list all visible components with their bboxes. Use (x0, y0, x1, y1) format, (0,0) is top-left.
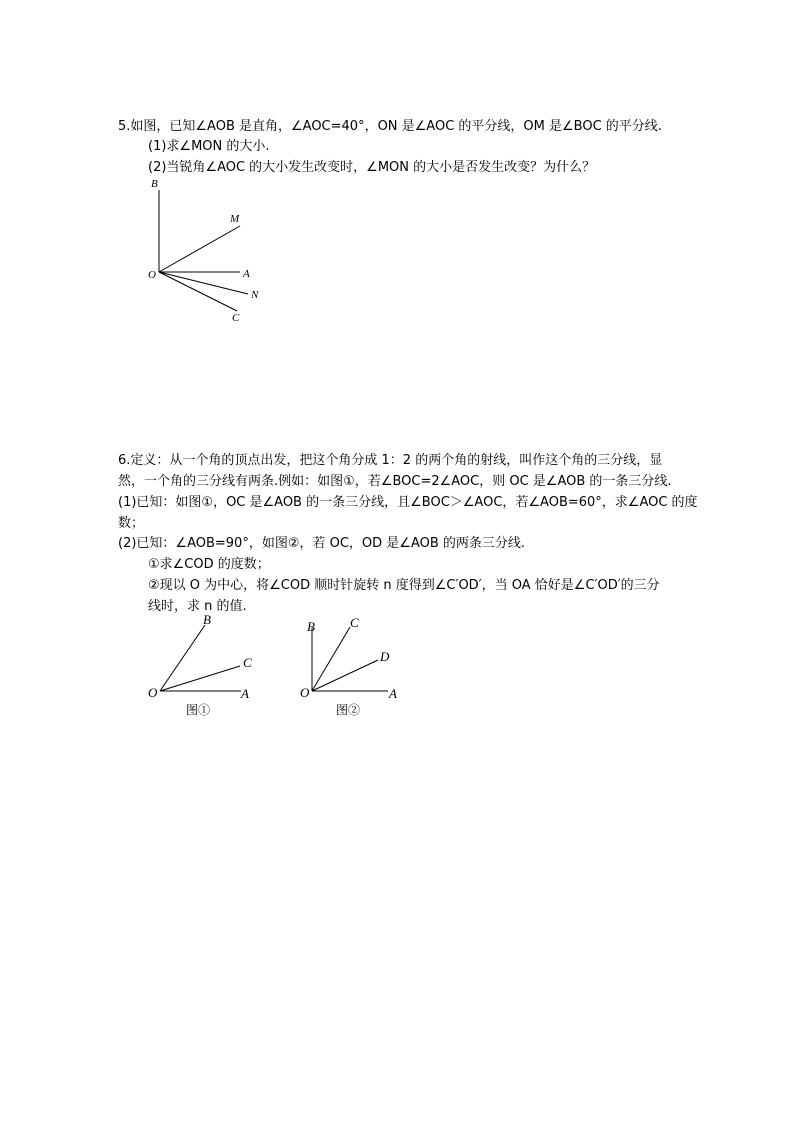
fig1-label-A: A (241, 686, 249, 701)
problem6-question1-line1: (1)已知：如图①，OC 是∠AOB 的一条三分线，且∠BOC＞∠AOC，若∠AOB=60°，求∠AOC 的度 (118, 495, 698, 510)
fig2-label-D: D (380, 649, 390, 664)
figure2-caption: 图② (336, 703, 361, 717)
figure1-caption: 图① (186, 703, 211, 717)
label-B: B (151, 178, 158, 190)
problem6-question1-line2: 数； (118, 516, 145, 531)
fig2-label-A: A (389, 686, 397, 701)
label-C: C (232, 312, 240, 324)
problem5-question2: (2)当锐角∠AOC 的大小发生改变时，∠MON 的大小是否发生改变？为什么？ (148, 160, 596, 175)
fig1-label-C: C (243, 655, 252, 670)
fig2-ray-OC (312, 627, 350, 691)
label-A: A (243, 268, 250, 280)
problem5-title: 5.如图，已知∠AOB 是直角，∠AOC=40°，ON 是∠AOC 的平分线，OM 是∠BOC 的平分线. (118, 119, 662, 134)
problem6-question2: (2)已知：∠AOB=90°，如图②，若 OC，OD 是∠AOB 的两条三分线. (118, 536, 526, 551)
fig2-label-O: O (300, 685, 310, 700)
fig1-label-B: B (203, 612, 211, 627)
label-O: O (148, 269, 156, 281)
problem6-question2-sub2-line2: 线时，求 n 的值. (148, 599, 247, 614)
problem6-definition-line1: 6.定义：从一个角的顶点出发，把这个角分成 1：2 的两个角的射线，叫作这个角的三分线，显 (118, 453, 663, 468)
problem6-definition-line2: 然，一个角的三分线有两条.例如：如图①，若∠BOC=2∠AOC，则 OC 是∠AOB 的一条三分线. (118, 474, 672, 489)
fig2-label-B: B (307, 619, 315, 634)
problem6-question2-sub1: ①求∠COD 的度数； (148, 557, 270, 572)
label-N: N (251, 289, 259, 301)
fig2-label-C: C (350, 615, 359, 630)
problem5-question1: (1)求∠MON 的大小. (148, 139, 270, 154)
fig1-label-O: O (148, 685, 158, 700)
fig2-ray-OD (312, 660, 378, 691)
label-M: M (230, 213, 240, 225)
problem6-question2-sub2-line1: ②现以 O 为中心，将∠COD 顺时针旋转 n 度得到∠C′OD′，当 OA 恰好是∠C′OD′的三分 (148, 578, 660, 593)
